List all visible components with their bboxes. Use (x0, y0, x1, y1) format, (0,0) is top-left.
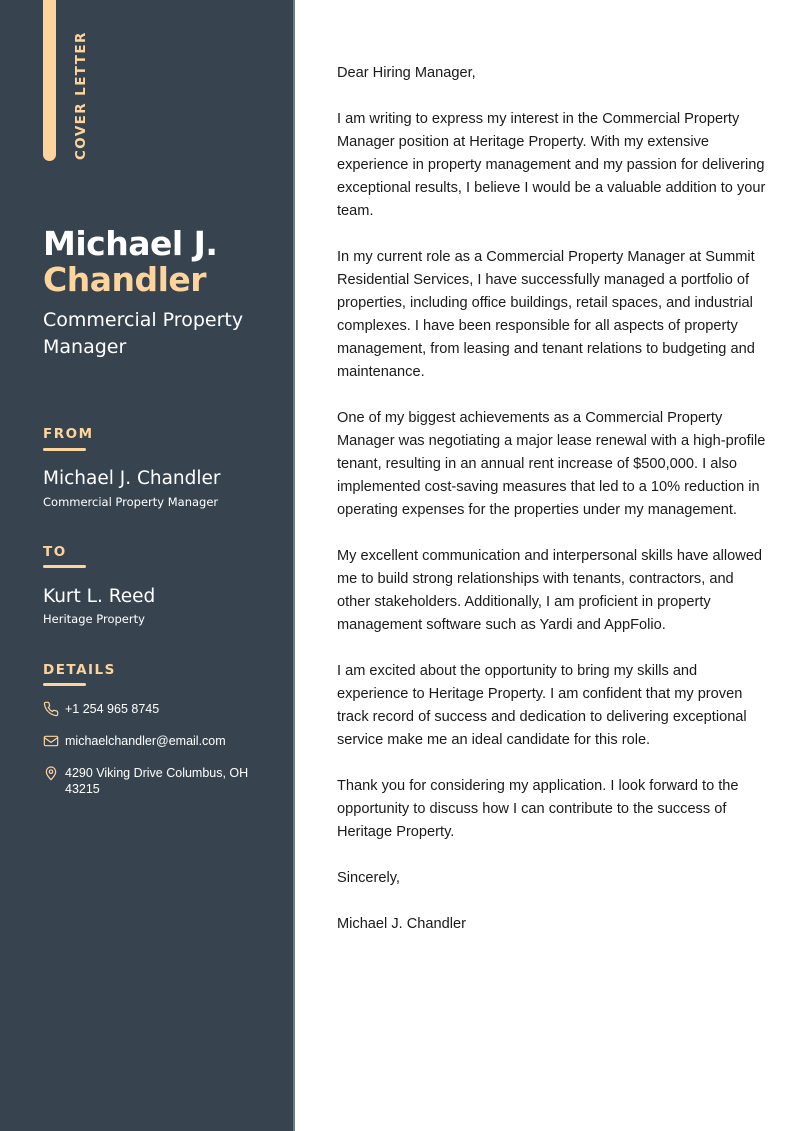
letter-body (337, 62, 767, 959)
details-underline (43, 683, 86, 686)
detail-address[interactable] (43, 765, 273, 797)
paragraph-motivation: I am excited about the opportunity to bring my skills and experience to Heritage Property. I am confident that my proven track record of success and dedication to delivering exceptional service make me an ideal candidate for this role. (337, 663, 747, 748)
to-heading: TO (43, 544, 67, 560)
applicant-name (43, 226, 217, 298)
phone-number: +1 254 965 8745 (65, 702, 160, 716)
applicant-last-name: Chandler (43, 260, 207, 299)
sender-title: Commercial Property Manager (43, 495, 219, 509)
paragraph-skills: My excellent communication and interpersonal skills have allowed me to build strong relationships with tenants, contractors, and other stakeholders. Additionally, I am proficient in property management software such as Yardi and AppFolio. (337, 548, 763, 633)
paragraph-achievements: One of my biggest achievements as a Commercial Property Manager was negotiating a major lease renewal with a high-profile tenant, resulting in an annual rent increase of $500,000. I also implemented cost-saving measures that led to a 10% reduction in operating expenses for the properties under my management. (337, 410, 766, 518)
recipient-name: Kurt L. Reed (43, 586, 156, 607)
detail-email[interactable] (43, 733, 273, 749)
signature: Michael J. Chandler (337, 916, 466, 932)
to-underline (43, 565, 86, 568)
document-type-label: COVER LETTER (73, 31, 89, 160)
mailing-address: 4290 Viking Drive Columbus, OH 43215 (65, 766, 249, 796)
sender-name: Michael J. Chandler (43, 468, 221, 489)
applicant-role: Commercial Property Manager (43, 309, 244, 358)
paragraph-intro: I am writing to express my interest in the Commercial Property Manager position at Heritage Property. With my extensive experience in property management and my passion for delivering exceptional results, I believe I would be a valuable addition to your team. (337, 111, 766, 219)
sidebar (0, 0, 295, 1131)
paragraph-current-role: In my current role as a Commercial Property Manager at Summit Residential Services, I have successfully managed a portfolio of properties, including office buildings, retail spaces, and industrial complexes. I have been responsible for all aspects of property management, from leasing and tenant relations to budgeting and maintenance. (337, 249, 755, 380)
phone-icon (43, 701, 59, 717)
recipient-company: Heritage Property (43, 612, 145, 626)
email-address: michaelchandler@email.com (65, 734, 226, 748)
from-underline (43, 448, 86, 451)
mail-icon (43, 733, 59, 749)
accent-bar (43, 0, 56, 161)
detail-phone[interactable] (43, 701, 273, 717)
paragraph-closing: Thank you for considering my application. I look forward to the opportunity to discuss how I can contribute to the success of Heritage Property. (337, 778, 739, 840)
location-pin-icon (43, 765, 59, 781)
details-heading: DETAILS (43, 662, 116, 678)
from-heading: FROM (43, 426, 94, 442)
applicant-first-name: Michael J. (43, 224, 218, 263)
salutation: Dear Hiring Manager, (337, 65, 476, 81)
closing: Sincerely, (337, 870, 400, 886)
